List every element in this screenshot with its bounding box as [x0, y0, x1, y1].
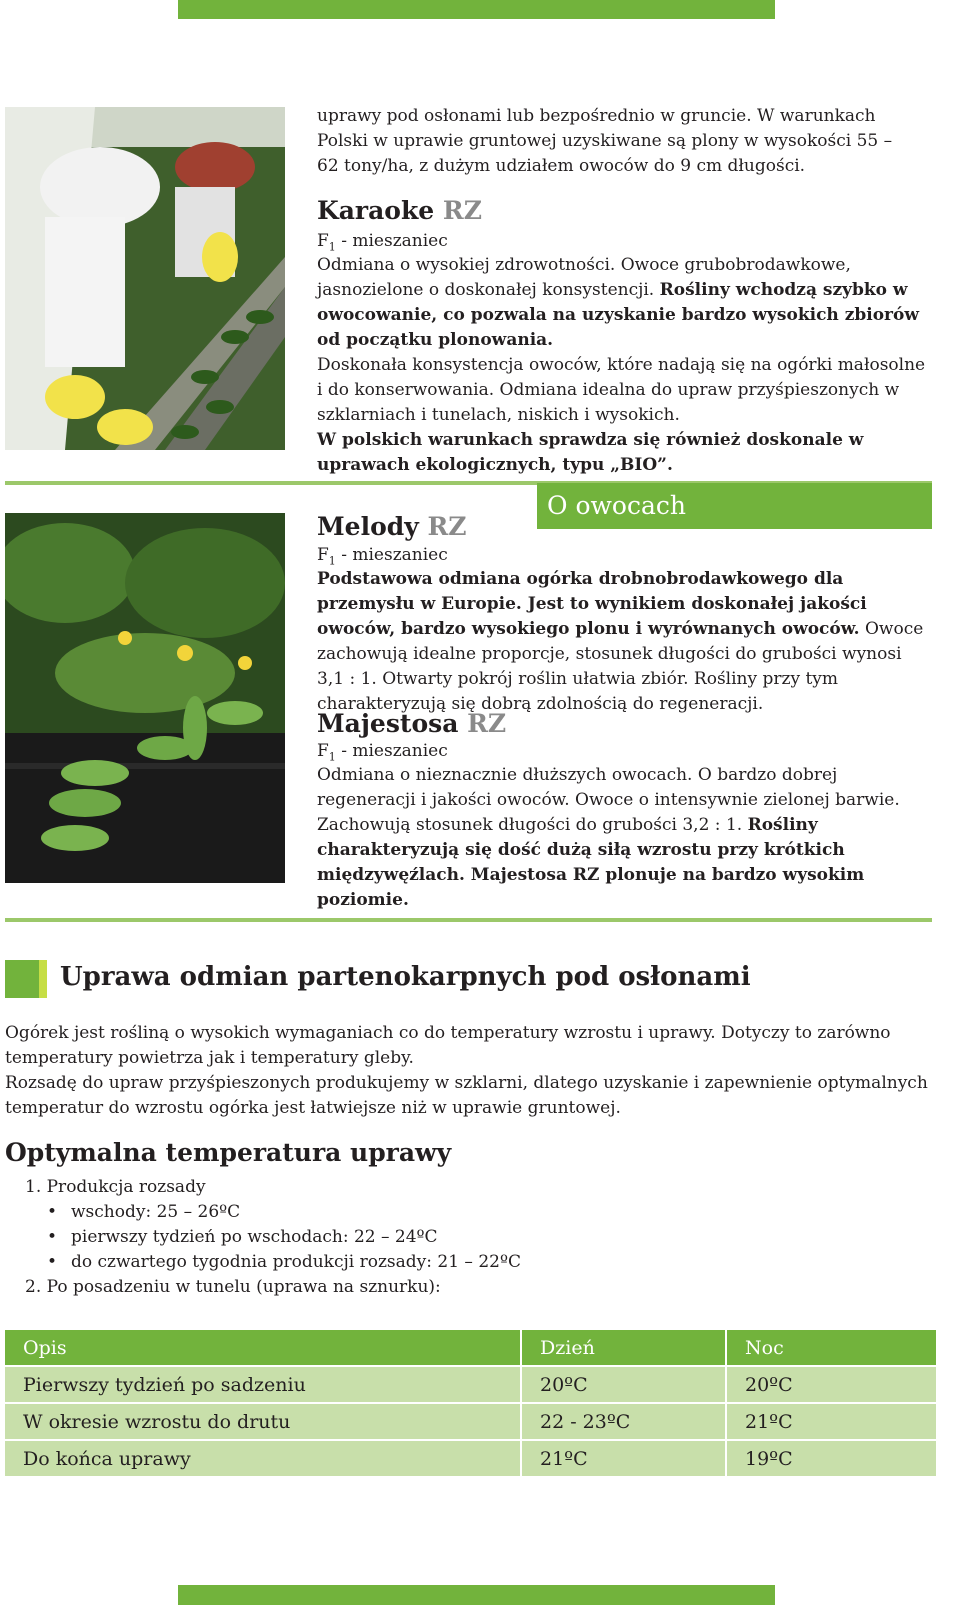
majestosa-name: Majestosa: [317, 709, 459, 738]
karaoke-rz: RZ: [442, 196, 482, 225]
melody-f1-rest: - mieszaniec: [335, 545, 448, 565]
majestosa-f1-rest: - mieszaniec: [335, 741, 448, 761]
cucumber-plant-illustration: [5, 513, 285, 883]
table-cell: 21ºC: [522, 1441, 725, 1476]
melody-description: [317, 567, 932, 717]
karaoke-p1: Odmiana o wysokiej zdrowotności. Owoce grubobrodawkowe, jasnozielone o doskonałej konsystencji.: [317, 255, 851, 300]
bullet-item: • pierwszy tydzień po wschodach: 22 – 24ºC: [25, 1225, 725, 1250]
majestosa-description: [317, 763, 932, 913]
karaoke-f1-f: F: [317, 231, 329, 251]
karaoke-name: Karaoke: [317, 196, 435, 225]
cultivation-p1: Ogórek jest rośliną o wysokich wymaganiach co do temperatury wzrostu i uprawy. Dotyczy to zarówno temperatury powietrza jak i temperatury gleby.: [5, 1023, 891, 1068]
table-cell: 19ºC: [727, 1441, 936, 1476]
photo-cucumbers-on-plant: [5, 513, 285, 883]
photo-workers-sorting-cucumbers: [5, 107, 285, 450]
table-header-cell: Noc: [727, 1330, 936, 1365]
karaoke-intro-text: uprawy pod osłonami lub bezpośrednio w gruncie. W warunkach Polski w uprawie gruntowej uzyskiwane są plony w wysokości 55 – 62 tony/ha, z dużym udziałem owoców do 9 cm długości.: [317, 106, 893, 176]
optimal-item-2: 2. Po posadzeniu w tunelu (uprawa na sznurku):: [25, 1277, 441, 1297]
melody-name: Melody: [317, 512, 419, 541]
table-cell: W okresie wzrostu do drutu: [5, 1404, 520, 1439]
karaoke-f1-rest: - mieszaniec: [335, 231, 448, 251]
table-cell: 20ºC: [522, 1367, 725, 1402]
karaoke-p1-bold: Rośliny wchodzą szybko w owocowanie, co pozwala na uzyskanie bardzo wysokich zbiorów od początku plonowania.: [317, 280, 919, 350]
section-label-drobnobrodawkowe: O owocach drobnobrodawkowych: [537, 483, 932, 529]
table-cell: 20ºC: [727, 1367, 936, 1402]
optimal-list: [25, 1175, 725, 1300]
majestosa-f1-f: F: [317, 741, 329, 761]
section-divider-bottom: [5, 918, 932, 922]
table-cell: Do końca uprawy: [5, 1441, 520, 1476]
melody-rz: RZ: [427, 512, 467, 541]
temperature-table: [3, 1328, 938, 1478]
majestosa-bold: Rośliny charakteryzują się dość dużą siłą wzrostu przy krótkich międzywęźlach. Majestosa RZ plonuje na bardzo wysokim poziomie.: [317, 815, 865, 910]
karaoke-p3-bold: W polskich warunkach sprawdza się również doskonale w uprawach ekologicznych, typu „BIO”.: [317, 430, 864, 475]
bullet-item: • wschody: 25 – 26ºC: [25, 1200, 725, 1225]
bullet-item: • do czwartego tygodnia produkcji rozsady: 21 – 22ºC: [25, 1250, 725, 1275]
table-cell: 21ºC: [727, 1404, 936, 1439]
table-header-cell: Opis: [5, 1330, 520, 1365]
bottom-green-bar: [178, 1585, 775, 1605]
table-row: [5, 1404, 936, 1439]
karaoke-f1-sub: 1: [328, 240, 336, 254]
cultivation-text: [5, 1021, 935, 1121]
melody-title: [317, 512, 467, 542]
cultivation-p2: Rozsadę do upraw przyśpieszonych produkujemy w szklarni, dlatego uzyskanie i zapewnienie optymalnych temperatur do wzrostu ogórka jest łatwiejsze niż w uprawie gruntowej.: [5, 1073, 928, 1118]
optimal-item-1: 1. Produkcja rozsady: [25, 1177, 206, 1197]
majestosa-f1-sub: 1: [328, 750, 336, 764]
table-cell: 22 - 23ºC: [522, 1404, 725, 1439]
karaoke-description: [317, 253, 932, 478]
table-row: [5, 1441, 936, 1476]
majestosa-title: [317, 709, 506, 739]
table-header-row: [5, 1330, 936, 1365]
workers-illustration: [5, 107, 285, 450]
melody-bold: Podstawowa odmiana ogórka drobnobrodawkowego dla przemysłu w Europie. Jest to wynikiem doskonałej jakości owoców, bardzo wysokiego plonu i wyrównanych owoców.: [317, 569, 867, 639]
majestosa-p: Odmiana o nieznacznie dłuższych owocach. O bardzo dobrej regeneracji i jakości owoców. Owoce o intensywnie zielonej barwie. Zachowują stosunek długości do grubości 3,2 : 1.: [317, 765, 900, 835]
section-marker-yellow: [39, 960, 47, 998]
table-cell: Pierwszy tydzień po sadzeniu: [5, 1367, 520, 1402]
karaoke-title: [317, 196, 482, 226]
karaoke-p2: Doskonała konsystencja owoców, które nadają się na ogórki małosolne i do konserwowania. Odmiana idealna do upraw przyśpieszonych w szklarniach i tunelach, niskich i wysokich.: [317, 355, 926, 425]
melody-f1-f: F: [317, 545, 329, 565]
optimal-bullets: [25, 1200, 725, 1275]
cultivation-heading: Uprawa odmian partenokarpnych pod osłonami: [60, 962, 751, 992]
melody-rest: Owoce zachowują idealne proporcje, stosunek długości do grubości wynosi 3,1 : 1. Otwarty pokrój roślin ułatwia zbiór. Rośliny przy tym charakteryzują się dobrą zdolnością do regeneracji.: [317, 619, 924, 714]
table-row: [5, 1367, 936, 1402]
majestosa-rz: RZ: [467, 709, 507, 738]
melody-f1-sub: 1: [328, 554, 336, 568]
top-green-bar: [178, 0, 775, 19]
optimal-heading: Optymalna temperatura uprawy: [5, 1138, 452, 1167]
table-header-cell: Dzień: [522, 1330, 725, 1365]
